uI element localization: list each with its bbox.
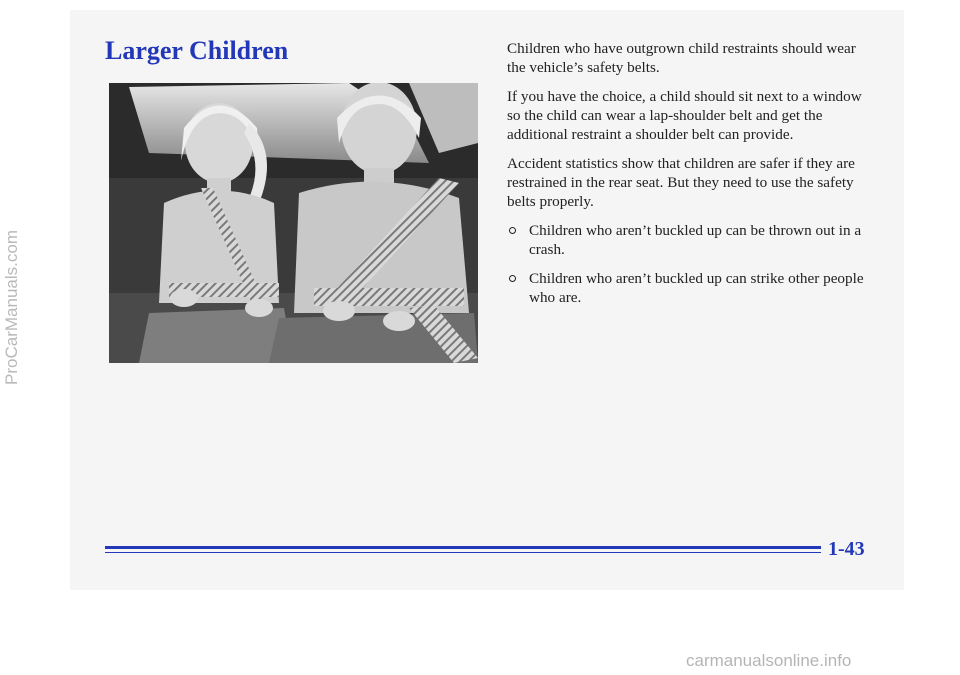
- illustration-drawing: [109, 83, 478, 363]
- footer-rule-thin: [105, 552, 821, 553]
- section-heading: Larger Children: [105, 36, 289, 65]
- page-number: 1-43: [828, 538, 865, 560]
- footer-rule: [105, 546, 821, 549]
- bottom-watermark: carmanualsonline.info: [686, 651, 852, 670]
- paragraph: If you have the choice, a child should sit next to a window so the child can wear a lap-shoulder belt and get the additional restraint a shoulder belt can provide.: [507, 88, 862, 143]
- paragraph: Children who have outgrown child restraints should wear the vehicle’s safety belts.: [507, 40, 856, 76]
- list-item: [507, 269, 869, 307]
- list-item-text: Children who aren’t buckled up can strike other people who are.: [529, 270, 864, 306]
- list-item: [507, 221, 869, 259]
- bullet-circle-icon: [509, 227, 516, 234]
- side-watermark: ProCarManuals.com: [2, 230, 21, 385]
- list-item-text: Children who aren’t buckled up can be thrown out in a crash.: [529, 222, 862, 258]
- bullet-list: [507, 221, 869, 307]
- children-seatbelt-illustration: [109, 83, 478, 363]
- paragraph: Accident statistics show that children are safer if they are restrained in the rear seat. But they need to use the safety belts properly.: [507, 155, 855, 210]
- bullet-circle-icon: [509, 275, 516, 282]
- body-text: [507, 39, 869, 317]
